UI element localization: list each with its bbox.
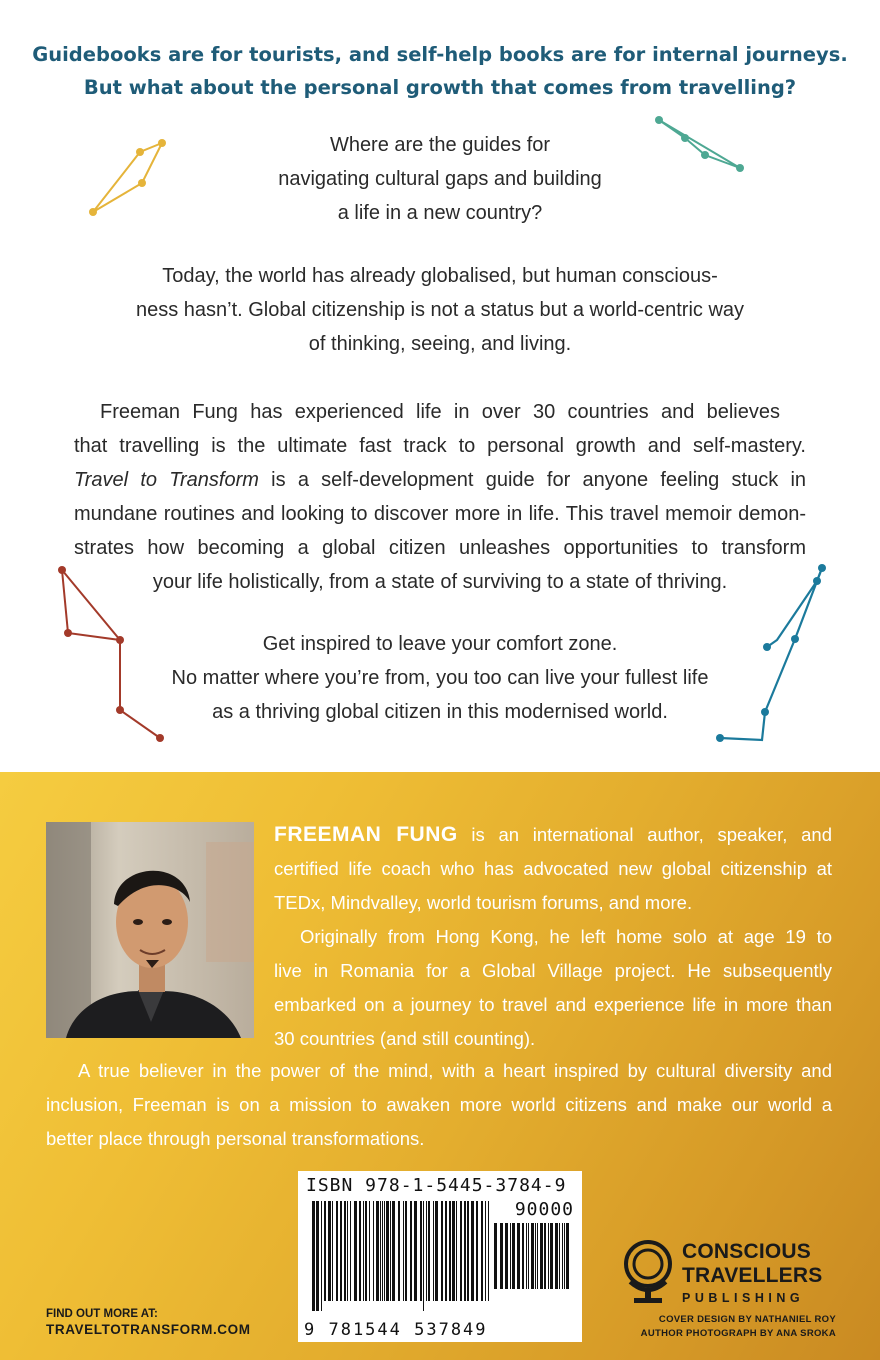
constellation-gold-icon xyxy=(80,130,180,230)
globe-icon xyxy=(620,1236,676,1308)
globalisation-line: ness hasn’t. Global citizenship is not a status but a world-centric way xyxy=(135,299,745,321)
description-line: strates how becoming a global citizen unleashes opportunities to transform xyxy=(74,537,806,559)
headline-line: Guidebooks are for tourists, and self-help books are for internal journeys. xyxy=(32,43,848,66)
find-out-more xyxy=(46,1306,251,1338)
headline-line: But what about the personal growth that comes from travelling? xyxy=(83,76,797,99)
book-title: Travel to Transform xyxy=(74,469,259,491)
bio-line: FREEMAN FUNG is an international author, speaker, and xyxy=(274,823,832,846)
ean-digits: 9 781544 537849 xyxy=(304,1320,488,1340)
website-link[interactable]: TRAVELTOTRANSFORM.COM xyxy=(46,1322,251,1337)
bio-line: embarked on a journey to travel and experience life in more than xyxy=(274,994,832,1015)
barcode-bars-icon xyxy=(312,1201,492,1313)
globalisation-paragraph xyxy=(80,259,800,361)
cover-design-credit: COVER DESIGN BY NATHANIEL ROY xyxy=(658,1314,836,1325)
question-line: navigating cultural gaps and building xyxy=(278,168,602,190)
question-paragraph xyxy=(200,128,680,230)
find-label: FIND OUT MORE AT: xyxy=(46,1308,158,1320)
inspire-line: Get inspired to leave your comfort zone. xyxy=(262,633,618,655)
author-name: FREEMAN FUNG xyxy=(274,823,458,846)
photo-credit: AUTHOR PHOTOGRAPH BY ANA SROKA xyxy=(640,1328,836,1339)
headline xyxy=(20,38,860,104)
bio-line: live in Romania for a Global Village project. He subsequently xyxy=(274,960,832,981)
question-line: Where are the guides for xyxy=(329,134,551,156)
publisher-logo xyxy=(620,1236,836,1306)
bio-line: certified life coach who has advocated new global citizenship at xyxy=(274,858,832,879)
bio-line: Originally from Hong Kong, he left home solo at age 19 to xyxy=(300,926,832,947)
author-bio xyxy=(274,818,832,1056)
question-line: a life in a new country? xyxy=(337,202,543,224)
bio-line: inclusion, Freeman is on a mission to awaken more world citizens and make our world a xyxy=(46,1094,832,1115)
bio-line: A true believer in the power of the mind, with a heart inspired by cultural diversity and xyxy=(78,1060,832,1081)
isbn-barcode xyxy=(298,1171,582,1342)
barcode-addon-bars-icon xyxy=(494,1223,572,1313)
description-line: mundane routines and looking to discover more in life. This travel memoir demon- xyxy=(74,503,806,525)
inspire-line: as a thriving global citizen in this modernised world. xyxy=(212,701,668,723)
author-bio-continued xyxy=(46,1054,832,1156)
publisher-sub: PUBLISHING xyxy=(682,1291,805,1305)
bio-line: better place through personal transformations. xyxy=(46,1128,425,1149)
bio-line: 30 countries (and still counting). xyxy=(274,1028,536,1049)
author-photo xyxy=(46,822,254,1038)
inspire-line: No matter where you’re from, you too can live your fullest life xyxy=(171,667,709,689)
inspire-paragraph xyxy=(100,627,780,729)
description-line: that travelling is the ultimate fast track to personal growth and self-mastery. xyxy=(74,435,806,457)
description-paragraph xyxy=(74,395,806,599)
isbn-text: ISBN 978-1-5445-3784-9 xyxy=(306,1175,567,1196)
globalisation-line: Today, the world has already globalised, but human conscious- xyxy=(162,265,718,287)
globalisation-line: of thinking, seeing, and living. xyxy=(308,333,572,355)
credits xyxy=(641,1313,836,1341)
bio-line: TEDx, Mindvalley, world tourism forums, and more. xyxy=(274,892,693,913)
description-line: Travel to Transform is a self-development guide for anyone feeling stuck in xyxy=(74,469,807,491)
price-code: 90000 xyxy=(514,1199,574,1220)
publisher-name: CONSCIOUS TRAVELLERS xyxy=(682,1240,823,1287)
description-line: your life holistically, from a state of surviving to a state of thriving. xyxy=(152,571,728,593)
description-line: Freeman Fung has experienced life in over 30 countries and believes xyxy=(100,401,780,423)
